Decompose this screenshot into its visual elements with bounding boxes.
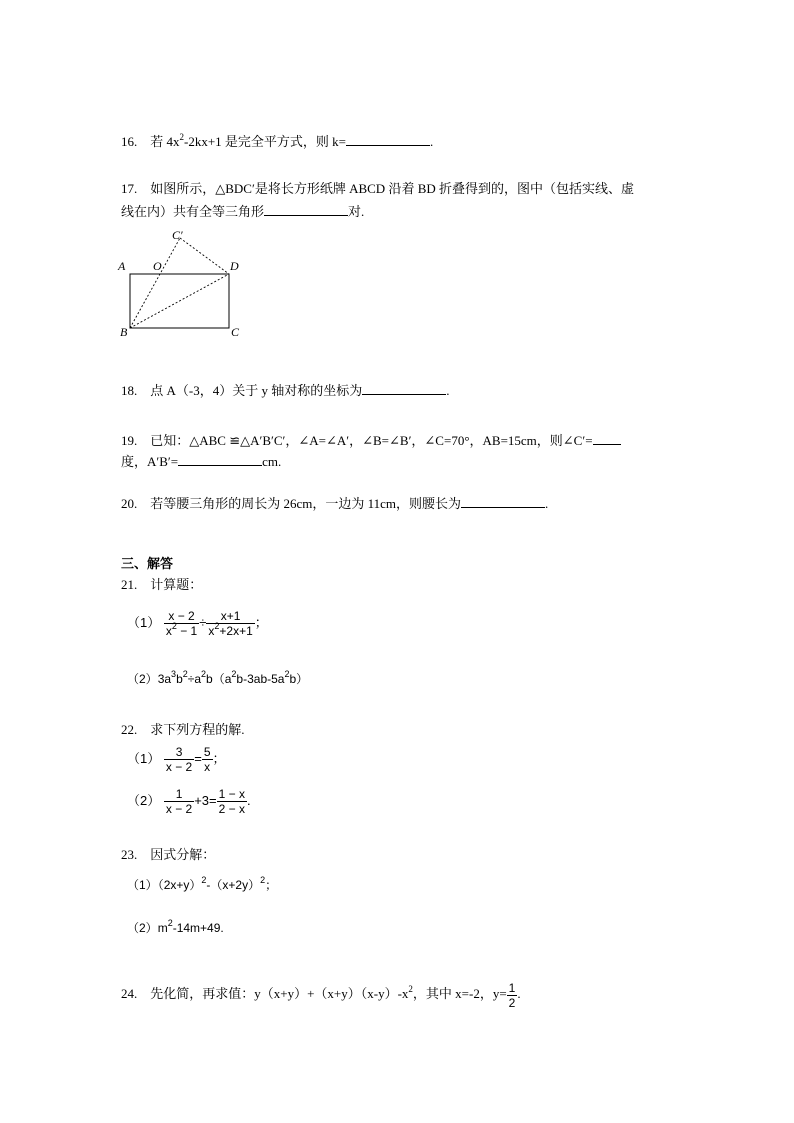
question-number: 21. (121, 577, 138, 592)
question-text: 对. (348, 204, 365, 219)
question-text: 因式分解： (150, 847, 216, 862)
question-number: 20. (121, 496, 138, 511)
punctuation: . (430, 134, 434, 149)
question-text: ，其中 x=-2，y= (412, 986, 507, 1001)
answer-blank[interactable] (593, 431, 621, 445)
answer-blank[interactable] (178, 452, 262, 466)
fraction: $\frac{1}{2}$ (508, 980, 516, 1010)
diagonal-bd (130, 274, 229, 328)
question-19 (121, 431, 621, 449)
question-text: 线在内）共有全等三角形 (121, 204, 265, 219)
question-number: 18. (121, 383, 138, 398)
label-a: A (118, 259, 126, 273)
q22-part2: （2） $\frac{1}{x - 2}$ +3= $\frac{1 - x}{2 - x}$ . (127, 787, 251, 817)
punctuation: . (446, 383, 450, 398)
label-b: B (120, 325, 128, 339)
exponent: 2 (179, 132, 185, 142)
question-text: 计算题： (150, 577, 203, 592)
segment-c-prime-d (180, 238, 229, 274)
question-number: 19. (121, 433, 138, 448)
answer-blank[interactable] (362, 381, 446, 395)
punctuation: . (545, 496, 549, 511)
q22-part1: （1） $\frac{3}{x - 2}$ = $\frac{5}{x}$ ； (127, 745, 226, 775)
fraction (164, 609, 199, 638)
question-22 (121, 722, 245, 738)
question-text: 若等腰三角形的周长为 26cm，一边为 11cm，则腰长为 (150, 496, 462, 511)
question-text: cm. (262, 454, 282, 469)
label-o: O (153, 259, 162, 273)
operator: ÷ (199, 615, 207, 630)
question-21 (121, 577, 202, 593)
punctuation: ； (254, 615, 268, 630)
question-text: -2kx+1 是完全平方式，则 k= (184, 134, 347, 149)
q21-part1 (127, 604, 268, 642)
answer-blank[interactable] (461, 494, 545, 508)
denominator: $x^2+2x+1$ (208, 621, 253, 639)
question-text: 点 A（-3，4）关于 y 轴对称的坐标为 (150, 383, 363, 398)
numerator: x − 2 (164, 609, 199, 624)
label-c: C (231, 325, 240, 339)
question-number: 24. (121, 986, 138, 1001)
question-16 (121, 132, 433, 150)
fraction (206, 609, 254, 638)
question-number: 16. (121, 134, 138, 149)
answer-blank[interactable] (346, 132, 430, 146)
question-text: 已知：△ABC ≌△A′B′C′，∠A=∠A′，∠B=∠B′，∠C=70°，AB=15cm，则∠C′= (150, 433, 593, 448)
question-17 (121, 181, 634, 197)
denominator: $x^2 - 1$ (165, 621, 198, 639)
question-text: 先化简，再求值：y（x+y）+（x+y）（x-y）-x (150, 986, 409, 1001)
question-23 (121, 847, 215, 863)
question-19-line2 (121, 452, 281, 470)
question-number: 23. (121, 847, 138, 862)
q21-part2: $(2)3a^3b^2\div a^2b(a^2b-3ab-5a^2b)$ (127, 669, 309, 686)
question-number: 17. (121, 181, 138, 196)
question-text: 求下列方程的解. (150, 722, 245, 737)
question-17-line2 (121, 202, 364, 220)
question-number: 22. (121, 722, 138, 737)
numerator: x+1 (206, 609, 254, 624)
q23-part1: $(1)(2x+y)^2-(x+2y)^2$； (127, 875, 278, 892)
question-20 (121, 494, 548, 512)
label-c-prime: C′ (172, 228, 183, 242)
question-text: 度，A′B′= (121, 454, 179, 469)
section-heading: 三、解答 (121, 556, 174, 571)
folded-rectangle-figure (116, 228, 256, 344)
question-text: 若 4x (150, 134, 180, 149)
question-18 (121, 381, 449, 399)
q23-part2: $(2)m^2-14m+49$. (127, 918, 224, 935)
answer-blank[interactable] (264, 202, 348, 216)
question-text: 如图所示，△BDC′是将长方形纸牌 ABCD 沿着 BD 折叠得到的，图中（包括实线、虚 (150, 181, 634, 196)
question-24: 24. 先化简，再求值：$y(x+y)+(x+y)(x-y)-x^2$，其中 x=-2，y= $\frac{1}{2}$ . (121, 980, 521, 1010)
label-d: D (230, 259, 239, 273)
part-label: （1） (127, 615, 161, 630)
